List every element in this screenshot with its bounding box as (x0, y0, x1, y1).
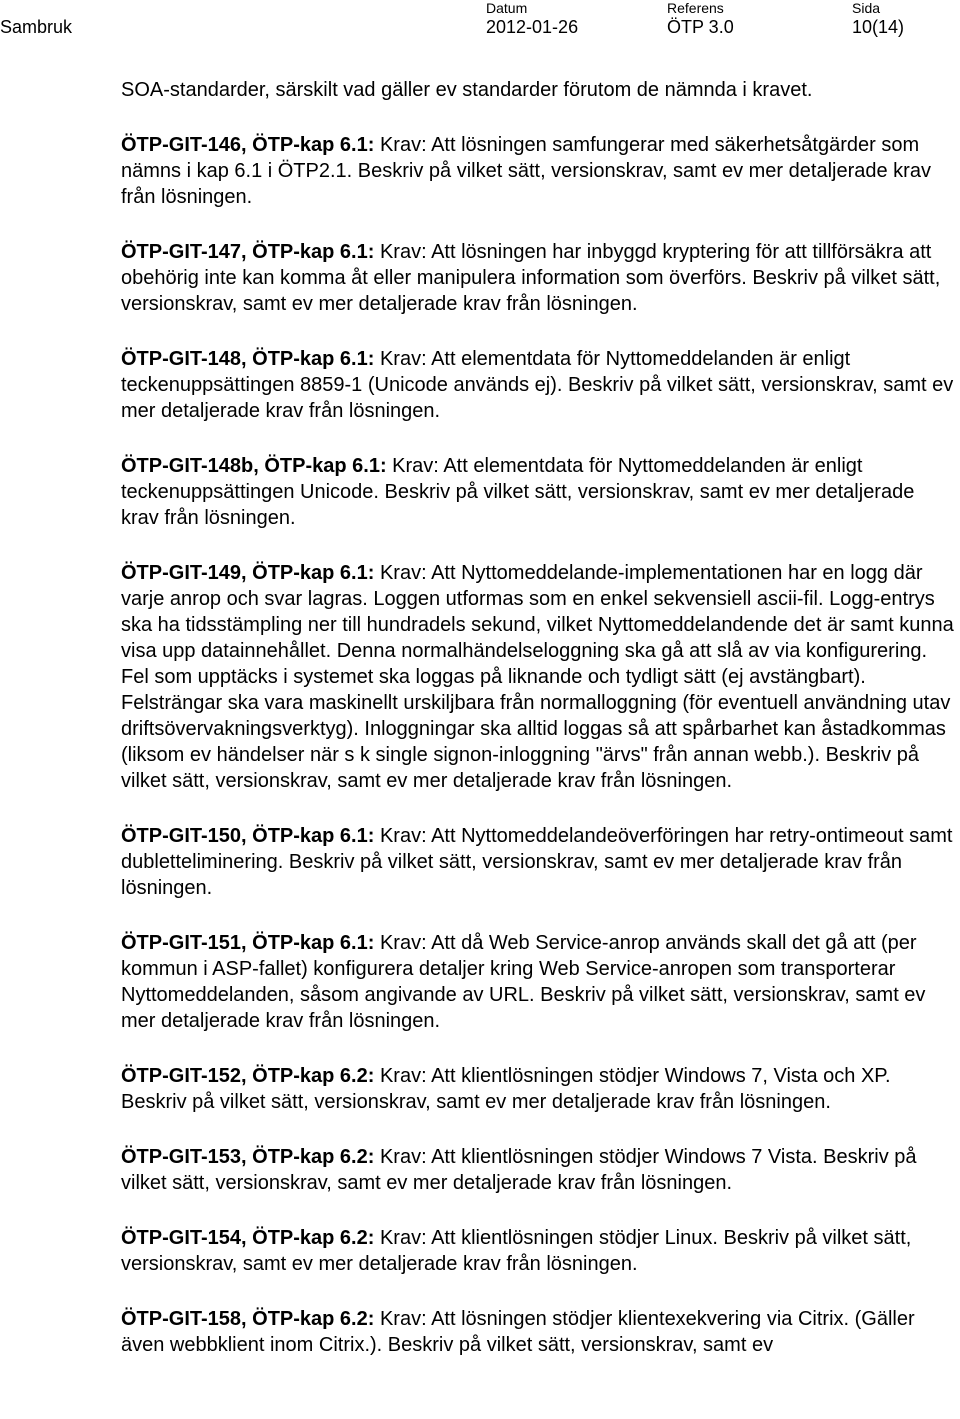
requirement-reference: ÖTP-GIT-146, ÖTP-kap 6.1: (121, 134, 375, 156)
requirement-paragraph (121, 346, 957, 424)
requirement-paragraph (121, 1144, 957, 1196)
requirement-reference: ÖTP-GIT-148b, ÖTP-kap 6.1: (121, 455, 387, 477)
requirement-text: Krav: Att klientlösningen stödjer Linux. Beskriv på vilket sätt, versionskrav, samt ev mer detaljerade krav från lösningen. (121, 1227, 912, 1275)
requirement-text: Krav: Att klientlösningen stödjer Windows 7, Vista och XP. Beskriv på vilket sätt, versionskrav, samt ev mer detaljerade krav från lösningen. (121, 1065, 891, 1113)
requirement-text: Krav: Att Nyttomeddelandeöverföringen har retry-ontimeout samt dubletteliminering. Beskriv på vilket sätt, versionskrav, samt ev mer detaljerade krav från lösningen. (121, 825, 953, 899)
reference-label: Referens (667, 0, 724, 16)
requirement-paragraph (121, 823, 957, 901)
requirement-reference: ÖTP-GIT-150, ÖTP-kap 6.1: (121, 825, 375, 847)
reference-value: ÖTP 3.0 (667, 17, 734, 37)
page-number: 10(14) (852, 17, 905, 37)
requirement-text: Krav: Att lösningen har inbyggd kryptering för att tillförsäkra att obehörig inte kan komma åt eller manipulera information som överförs. Beskriv på vilket sätt, versionskrav, samt ev mer detaljerade krav från lösningen. (121, 241, 941, 315)
requirement-text: Krav: Att elementdata för Nyttomeddelanden är enligt teckenuppsättingen Unicode. Beskriv på vilket sätt, versionskrav, samt ev mer detaljerade krav från lösningen. (121, 455, 915, 529)
requirement-reference: ÖTP-GIT-154, ÖTP-kap 6.2: (121, 1227, 375, 1249)
requirement-paragraph (121, 1225, 957, 1277)
requirement-paragraph (121, 239, 957, 317)
requirement-text: Krav: Att lösningen stödjer klientexekvering via Citrix. (Gäller även webbklient inom Citrix.). Beskriv på vilket sätt, versionskrav, samt ev (121, 1308, 915, 1356)
document-body (121, 77, 957, 1387)
requirement-paragraph (121, 453, 957, 531)
requirement-paragraph (121, 132, 957, 210)
date-label: Datum (486, 0, 528, 16)
requirement-paragraph (121, 930, 957, 1034)
requirement-reference: ÖTP-GIT-151, ÖTP-kap 6.1: (121, 932, 375, 954)
requirement-reference: ÖTP-GIT-152, ÖTP-kap 6.2: (121, 1065, 375, 1087)
requirement-reference: ÖTP-GIT-158, ÖTP-kap 6.2: (121, 1308, 375, 1330)
requirement-reference: ÖTP-GIT-149, ÖTP-kap 6.1: (121, 562, 375, 584)
requirement-paragraph (121, 560, 957, 794)
requirement-paragraph (121, 1306, 957, 1358)
requirement-text: Krav: Att lösningen samfungerar med säkerhetsåtgärder som nämns i kap 6.1 i ÖTP2.1. Beskriv på vilket sätt, versionskrav, samt ev mer detaljerade krav från lösningen. (121, 134, 931, 208)
requirement-reference: ÖTP-GIT-147, ÖTP-kap 6.1: (121, 241, 375, 263)
intro-paragraph: SOA-standarder, särskilt vad gäller ev standarder förutom de nämnda i kravet. (121, 79, 813, 101)
page-header (0, 0, 960, 40)
company-name-text: Sambruk (0, 17, 73, 37)
requirement-text: Krav: Att då Web Service-anrop används skall det gå att (per kommun i ASP-fallet) konfigurera detaljer kring Web Service-anropen som transporterar Nyttomeddelanden, såsom angivande av URL. Beskriv på vilket sätt, versionskrav, samt ev mer detaljerade krav från lösningen. (121, 932, 926, 1032)
requirement-reference: ÖTP-GIT-148, ÖTP-kap 6.1: (121, 348, 375, 370)
requirement-text: Krav: Att Nyttomeddelande-implementationen har en logg där varje anrop och svar lagras. Loggen utformas som en enkel sekvensiell ascii-fil. Logg-entrys ska ha tidsstämpling ner till hundradels sekund, vilket Nyttomeddelandende det är samt kunna visa upp datainnehållet. Denna normalhändelseloggning ska gå att slå av via konfigurering. Fel som upptäcks i systemet ska loggas på liknande och tydligt sätt (ej avstängbart). Felsträngar ska vara maskinellt urskiljbara från normalloggning (för eventuell användning utav driftsövervakningsverktyg). Inloggningar ska alltid loggas så att spårbarhet kan åstadkommas (liksom ev händelser när s k single signon-inloggning "ärvs" från annan webb.). Beskriv på vilket sätt, versionskrav, samt ev mer detaljerade krav från lösningen. (121, 562, 954, 792)
page-label: Sida (852, 0, 881, 16)
date-value: 2012-01-26 (486, 17, 579, 37)
requirement-paragraph (121, 1063, 957, 1115)
requirement-text: Krav: Att klientlösningen stödjer Windows 7 Vista. Beskriv på vilket sätt, versionskrav, samt ev mer detaljerade krav från lösningen. (121, 1146, 917, 1194)
requirement-reference: ÖTP-GIT-153, ÖTP-kap 6.2: (121, 1146, 375, 1168)
requirement-text: Krav: Att elementdata för Nyttomeddelanden är enligt teckenuppsättingen 8859-1 (Unicode används ej). Beskriv på vilket sätt, versionskrav, samt ev mer detaljerade krav från lösningen. (121, 348, 954, 422)
